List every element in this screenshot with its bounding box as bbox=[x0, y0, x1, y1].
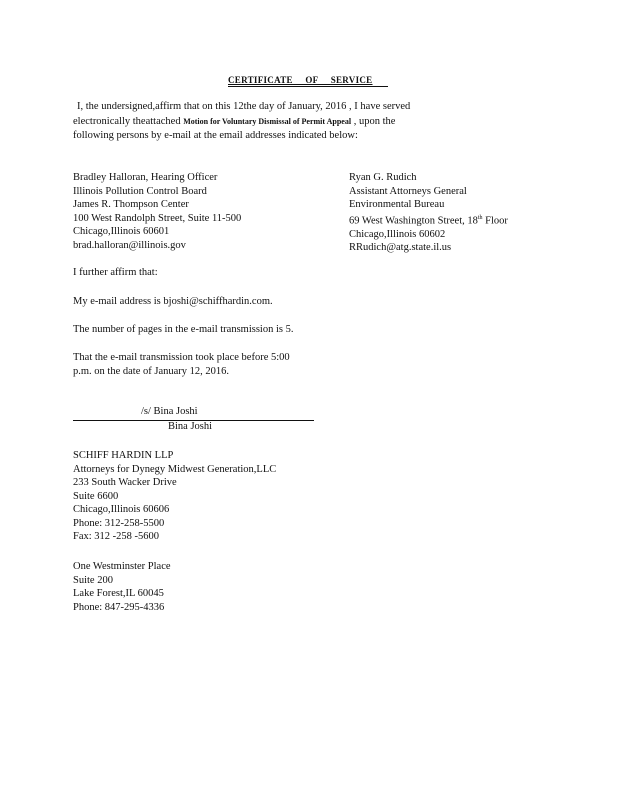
office2-street: One Westminster Place bbox=[73, 561, 171, 572]
firm-name: SCHIFF HARDIN LLP bbox=[73, 450, 174, 461]
firm-role: Attorneys for Dynegy Midwest Generation,LLC bbox=[73, 463, 277, 475]
time-statement-1: That the e-mail transmission took place before 5:00 bbox=[73, 352, 290, 363]
office2-phone: Phone: 847-295-4336 bbox=[73, 601, 165, 613]
recipient-left-street: 100 West Randolph Street, Suite 11-500 bbox=[73, 212, 242, 224]
recipient-left bbox=[73, 171, 241, 252]
recipient-left-building: James R. Thompson Center bbox=[73, 199, 189, 210]
pages-statement: The number of pages in the e-mail transmission is 5. bbox=[73, 324, 294, 335]
firm-phone: Phone: 312-258-5500 bbox=[73, 517, 165, 529]
document-title: CERTIFICATE OF SERVICE bbox=[228, 75, 373, 85]
firm-street: 233 South Wacker Drive bbox=[73, 477, 177, 488]
office2-suite: Suite 200 bbox=[73, 574, 113, 586]
intro-line-1: I, the undersigned,affirm that on this 12the day of January, 2016 , I have served bbox=[77, 101, 411, 112]
recipient-right-title: Assistant Attorneys General bbox=[349, 185, 467, 197]
recipient-right-street-a: 69 West Washington Street, 18 bbox=[349, 215, 478, 226]
firm-city: Chicago,Illinois 60606 bbox=[73, 504, 170, 515]
recipient-left-city: Chicago,Illinois 60601 bbox=[73, 226, 170, 237]
office2-block bbox=[73, 560, 171, 614]
firm-suite: Suite 6600 bbox=[73, 490, 119, 502]
recipient-left-org: Illinois Pollution Control Board bbox=[73, 185, 207, 197]
affirm-statement: I further affirm that: bbox=[73, 267, 158, 278]
time-statement-2: p.m. on the date of January 12, 2016. bbox=[73, 366, 230, 377]
intro-line-3: following persons by e-mail at the email addresses indicated below: bbox=[73, 130, 358, 141]
firm-block bbox=[73, 449, 276, 544]
intro-line-2 bbox=[73, 116, 395, 127]
recipient-right-bureau: Environmental Bureau bbox=[349, 199, 445, 210]
signer-name: Bina Joshi bbox=[168, 421, 213, 432]
recipient-right-street bbox=[349, 212, 508, 228]
title-underline bbox=[228, 86, 388, 87]
email-statement: My e-mail address is bjoshi@schiffhardin.com. bbox=[73, 296, 273, 307]
recipient-right-street-sup: th bbox=[477, 214, 483, 221]
intro-line-2-start: electronically theattached bbox=[73, 116, 181, 127]
recipient-right-street-b: Floor bbox=[482, 215, 508, 226]
recipient-right-name: Ryan G. Rudich bbox=[349, 172, 417, 183]
recipient-left-email: brad.halloran@illinois.gov bbox=[73, 239, 186, 251]
intro-line-2-end: , upon the bbox=[353, 116, 396, 127]
firm-fax: Fax: 312 -258 -5600 bbox=[73, 531, 160, 542]
motion-title: Motion for Voluntary Dismissal of Permit Appeal bbox=[183, 117, 352, 126]
recipient-right-email: RRudich@atg.state.il.us bbox=[349, 242, 452, 253]
recipient-left-name: Bradley Halloran, Hearing Officer bbox=[73, 172, 218, 183]
signature: /s/ Bina Joshi bbox=[141, 406, 198, 417]
recipient-right bbox=[349, 171, 508, 255]
office2-city: Lake Forest,IL 60045 bbox=[73, 588, 164, 599]
recipient-right-city: Chicago,Illinois 60602 bbox=[349, 228, 446, 240]
